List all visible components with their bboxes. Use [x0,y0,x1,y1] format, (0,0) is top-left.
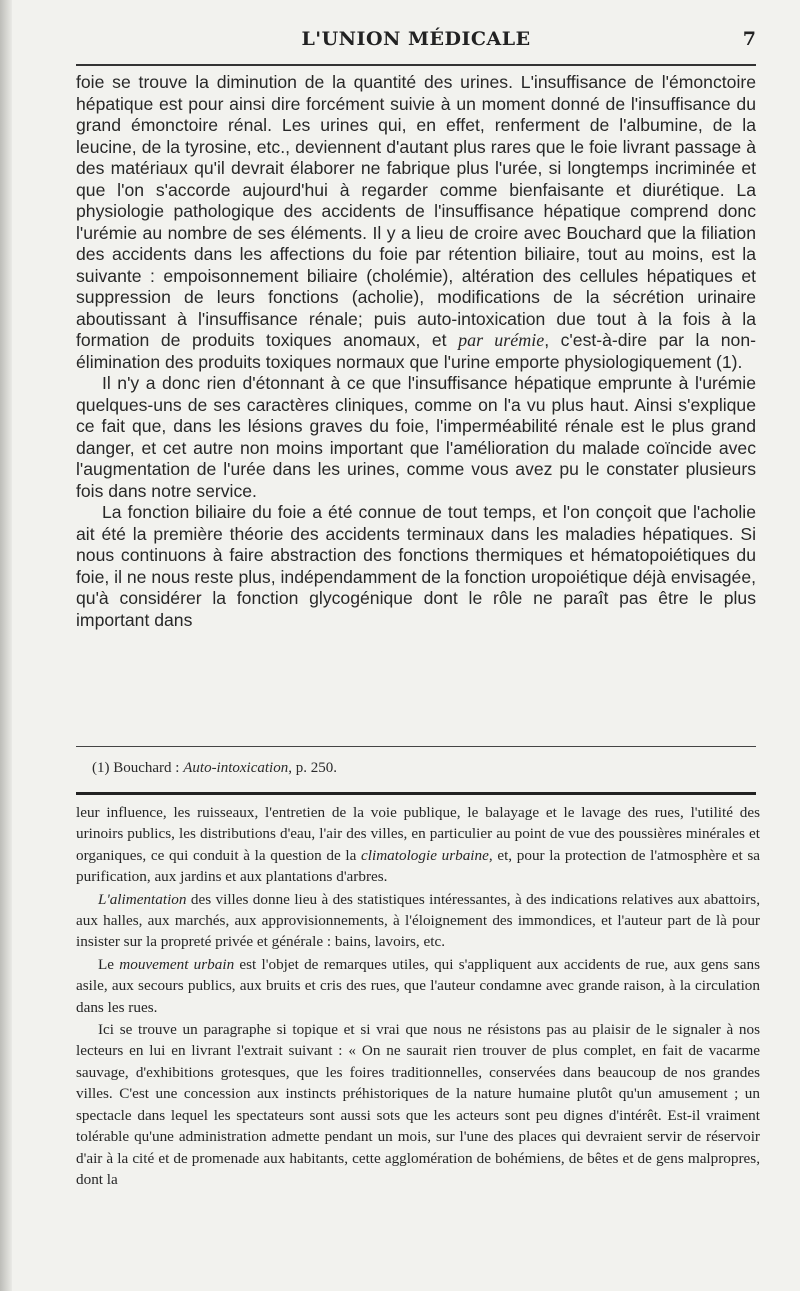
review-paragraph-4: Ici se trouve un paragraphe si topique et si vrai que nous ne résistons pas au plaisir de le signaler à nos lecteurs en lui en livrant l'extrait suivant : « On ne saurait rien trouver de plus complet, en fait de vacarme sauvage, d'exhibitions grotesques, que les foires traditionnelles, conservées dans beaucoup de nos grandes villes. C'est une concession aux instincts préhistoriques de la nature humaine plutôt qu'un amusement ; un spectacle dans lequel les spectateurs sont aussi sots que les acteurs sont peu dignes d'intérêt. Est-il vraiment tolérable qu'une administration admette pendant un mois, sur l'une des places qui devraient servir de réservoir d'air à la cité et de promenade aux habitants, cette agglomération de bohémiens, de bêtes et de gens malpropres, dont la [76,1021,760,1188]
book-review-section [76,802,760,1190]
footnote: (1) Bouchard : Auto-intoxication, p. 250. [92,760,337,776]
review-paragraph-3: Le mouvement urbain est l'objet de remarques utiles, qui s'appliquent aux accidents de rue, aux gens sans asile, aux secours publics, aux bruits et cris des rues, que l'auteur condamne avec grande raison, à la circulation dans les rues. [76,955,760,1016]
header-rule [76,64,756,66]
page-number: 7 [742,28,756,50]
paragraph-1: foie se trouve la diminution de la quantité des urines. L'insuffisance de l'émonctoire hépatique est pour ainsi dire forcément suivie à un moment donné de l'insuffisance du grand émonctoire rénal. Les urines qui, en effet, renferment de l'albumine, de la leucine, de la tyrosine, etc., deviennent d'autant plus rares que le foie livrant passage à des matériaux qu'il devrait élaborer ne fabrique plus l'urée, si longtemps incriminée et que l'on s'accorde aujourd'hui à regarder comme bienfaisante et diurétique. La physiologie pathologique des accidents de l'insuffisance hépatique comprend donc l'urémie au nombre de ses éléments. Il y a lieu de croire avec Bouchard que la filiation des accidents dans les affections du foie par rétention biliaire, tout au moins, est la suivante : empoisonnement biliaire (cholémie), altération des cellules hépatiques et suppression de leurs fonctions (acholie), modifications de la sécrétion urinaire aboutissant à l'insuffisance rénale; puis auto-intoxication due tout à la fois à la formation de produits toxiques anomaux, et par urémie, c'est-à-dire par la non-élimination des produits toxiques normaux que l'urine emporte physiologiquement (1). [76,72,756,372]
review-paragraph-1: leur influence, les ruisseaux, l'entretien de la voie publique, le balayage et le lavage des rues, l'utilité des urinoirs publics, les distributions d'eau, l'air des villes, en particulier au point de vue des poussières minérales et organiques, ce qui conduit à la question de la climatologie urbaine, et, pour la protection de l'atmosphère et sa purification, aux jardins et aux plantations d'arbres. [76,804,761,886]
paragraph-3: La fonction biliaire du foie a été connue de tout temps, et l'on conçoit que l'acholie ait été la première théorie des accidents terminaux dans les maladies hépatiques. Si nous continuons à faire abstraction des fonctions thermiques et hématopoiétiques du foie, il ne nous reste plus, indépendamment de la fonction uropoiétique déjà envisagée, qu'à considérer la fonction glycogénique dont le rôle ne paraît pas être le plus important dans [76,502,756,630]
page-edge-shadow [0,0,12,1291]
running-title: L'UNION MÉDICALE [301,28,531,50]
section-rule [76,792,756,795]
main-article [76,72,756,631]
review-paragraph-2: L'alimentation des villes donne lieu à des statistiques intéressantes, à des indications relatives aux abattoirs, aux halles, aux marchés, aux approvisionnements, à l'éloignement des immondices, et l'auteur part de là pour insister sur la propreté privée et générale : bains, lavoirs, etc. [76,890,760,951]
footnote-rule [76,746,756,747]
page-header [76,28,756,58]
paragraph-2: Il n'y a donc rien d'étonnant à ce que l'insuffisance hépatique emprunte à l'urémie quelques-uns de ses caractères cliniques, comme on l'a vu plus haut. Ainsi s'explique ce fait que, dans les lésions graves du foie, l'imperméabilité rénale est le plus grand danger, et cet autre non moins important que l'amélioration du malade coïncide avec l'augmentation de l'urée dans les urines, comme vous avez pu le constater plusieurs fois dans notre service. [76,373,756,501]
